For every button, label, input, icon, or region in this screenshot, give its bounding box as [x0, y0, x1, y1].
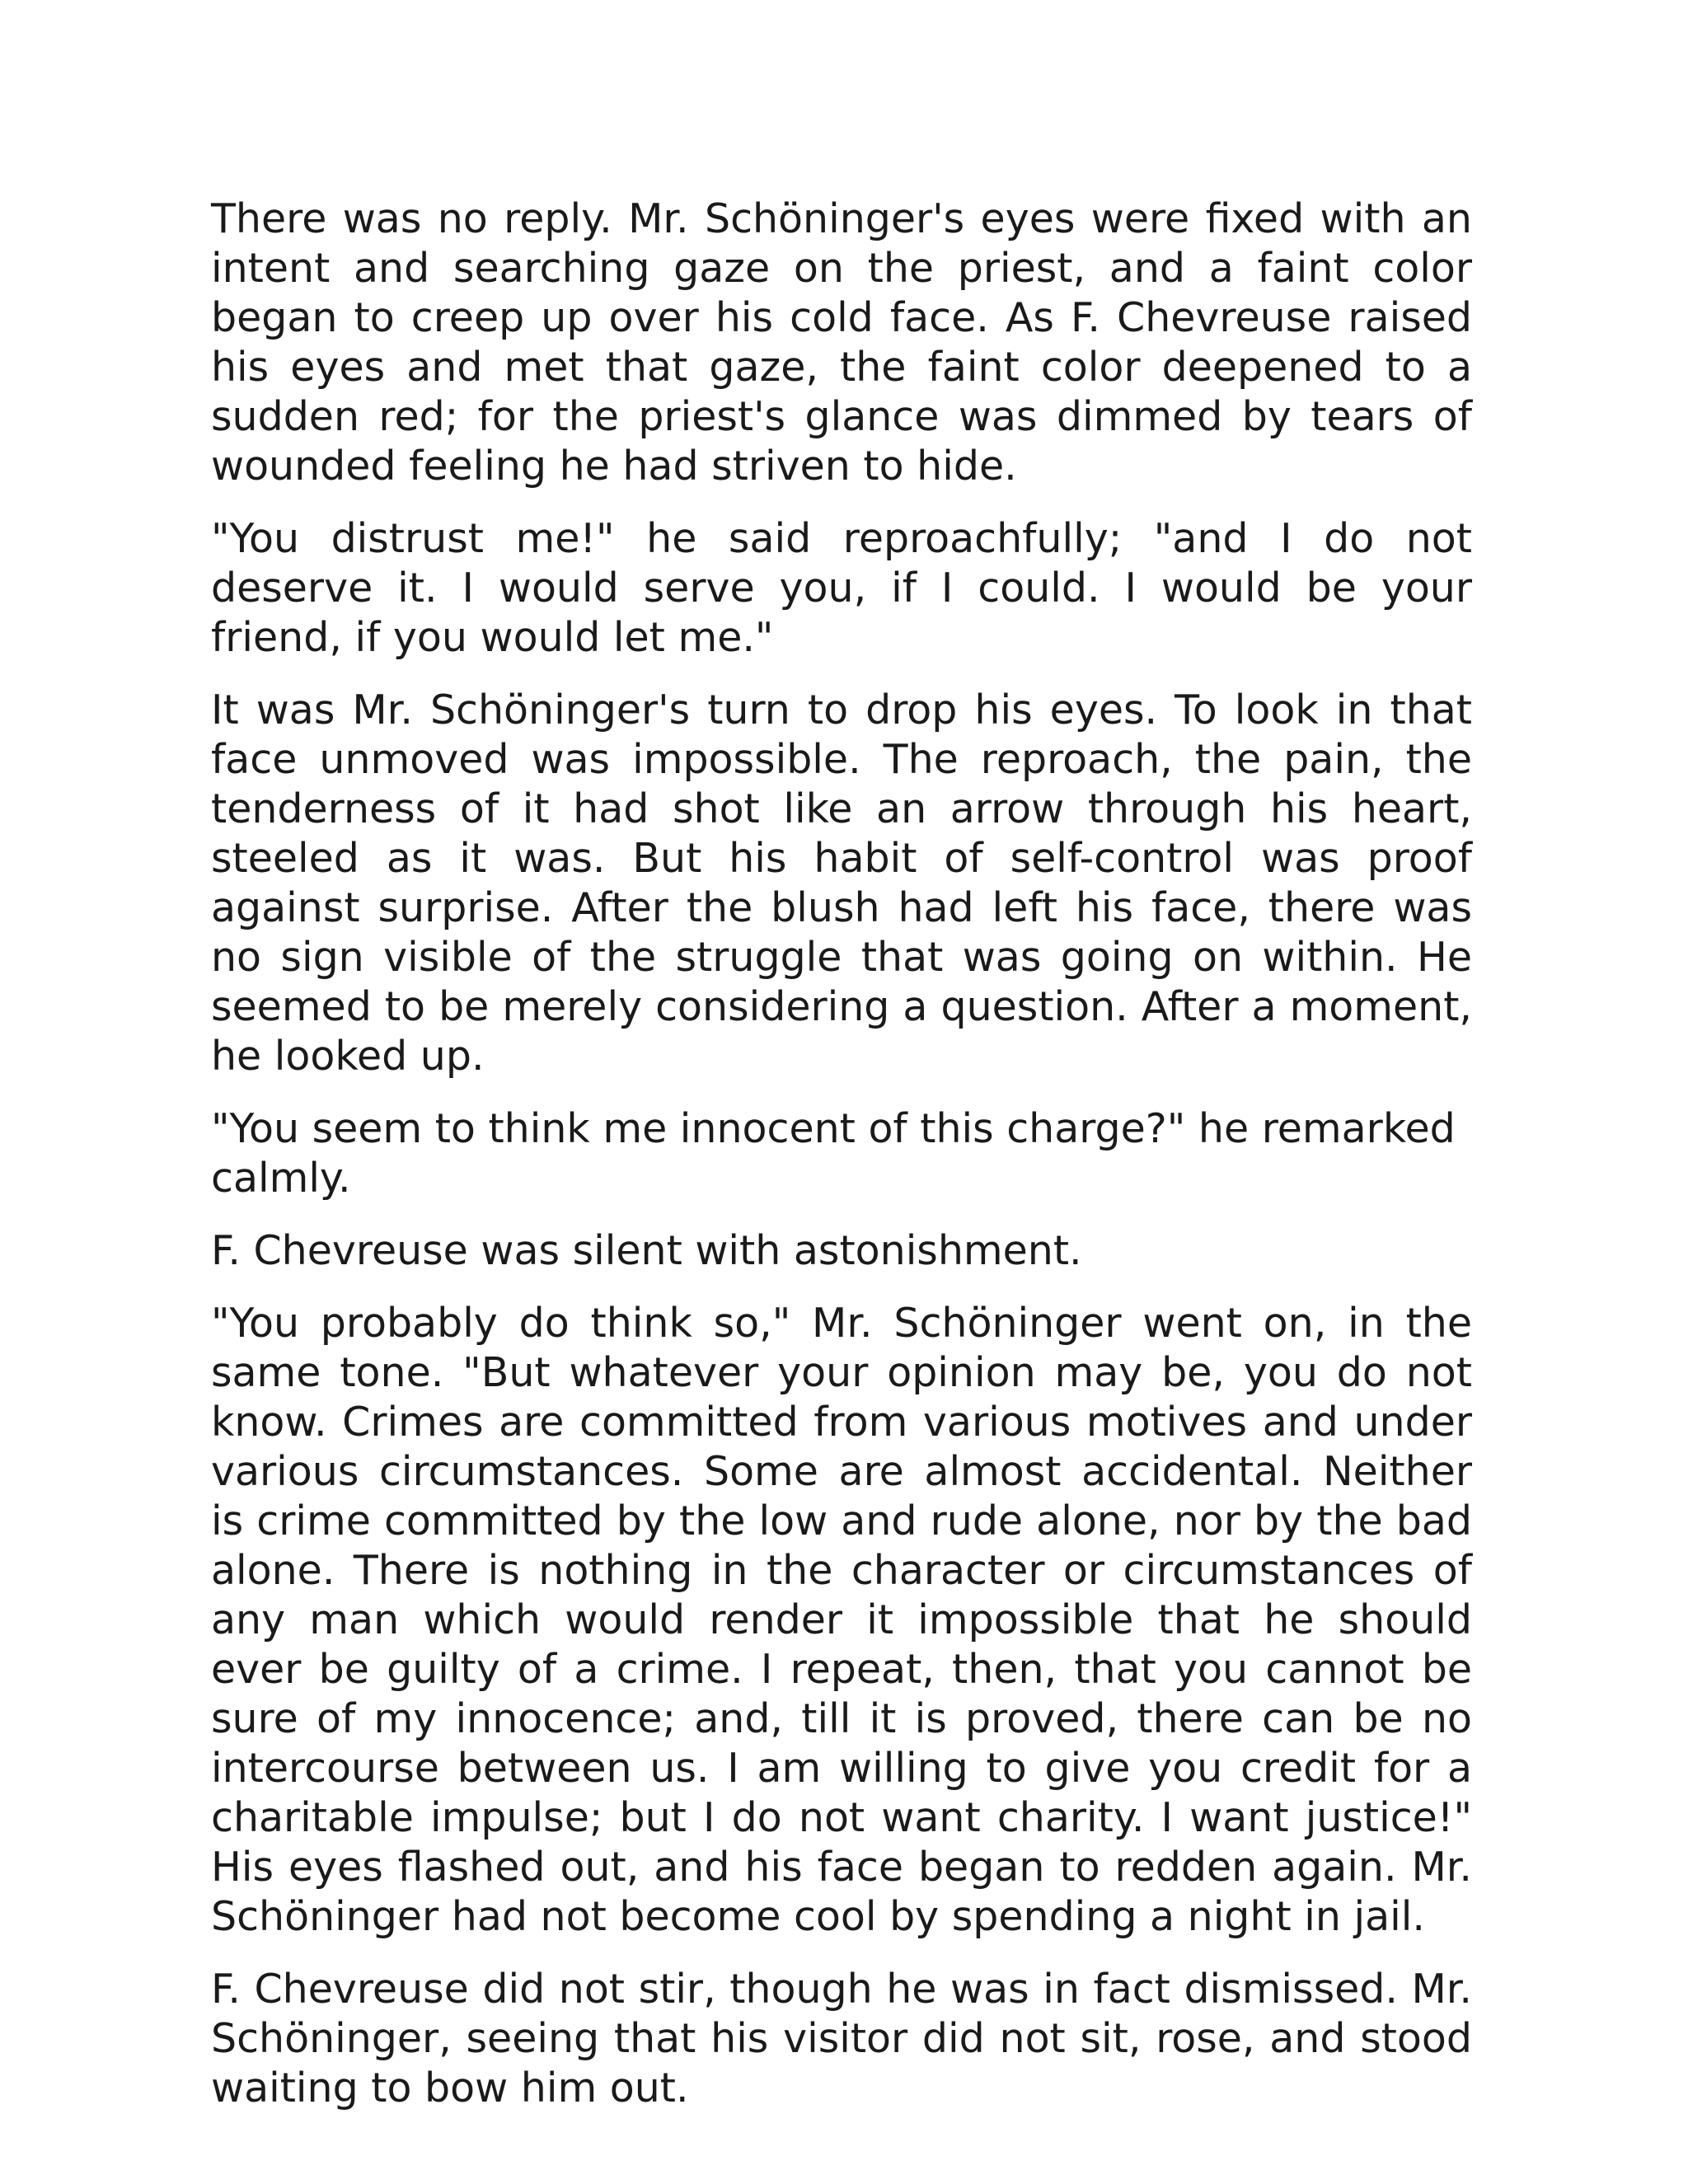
paragraph-6: "You probably do think so," Mr. Schöninger went on, in the same tone. "But whatever your opinion may be, you do not know. Crimes are committed from various motives and under various circumstances. Some are almost accidental. Neither is crime committed by the low and rude alone, nor by the bad alone. There is nothing in the character or circumstances of any man which would render it impossible that he should ever be guilty of a crime. I repeat, then, that you cannot be sure of my innocence; and, till it is proved, there can be no intercourse between us. I am willing to give you credit for a charitable impulse; but I do not want charity. I want justice!" His eyes flashed out, and his face began to redden again. Mr. Schöninger had not become cool by spending a night in jail. [211, 1300, 1472, 1940]
paragraph-1: There was no reply. Mr. Schöninger's eyes were fixed with an intent and searching gaze on the priest, and a faint color began to creep up over his cold face. As F. Chevreuse raised his eyes and met that gaze, the faint color deepened to a sudden red; for the priest's glance was dimmed by tears of wounded feeling he had striven to hide. [211, 195, 1472, 490]
paragraph-7: F. Chevreuse did not stir, though he was in fact dismissed. Mr. Schöninger, seeing that his visitor did not sit, rose, and stood waiting to bow him out. [211, 1966, 1472, 2111]
paragraph-2: "You distrust me!" he said reproachfully; "and I do not deserve it. I would serve you, if I could. I would be your friend, if you would let me." [211, 515, 1472, 661]
paragraph-5: F. Chevreuse was silent with astonishment. [211, 1227, 1082, 1274]
document-page [211, 194, 1472, 2136]
paragraph-3: It was Mr. Schöninger's turn to drop his eyes. To look in that face unmoved was impossible. The reproach, the pain, the tenderness of it had shot like an arrow through his heart, steeled as it was. But his habit of self-control was proof against surprise. After the blush had left his face, there was no sign visible of the struggle that was going on within. He seemed to be merely considering a question. After a moment, he looked up. [211, 687, 1472, 1080]
paragraph-4: "You seem to think me innocent of this charge?" he remarked calmly. [211, 1105, 1456, 1202]
